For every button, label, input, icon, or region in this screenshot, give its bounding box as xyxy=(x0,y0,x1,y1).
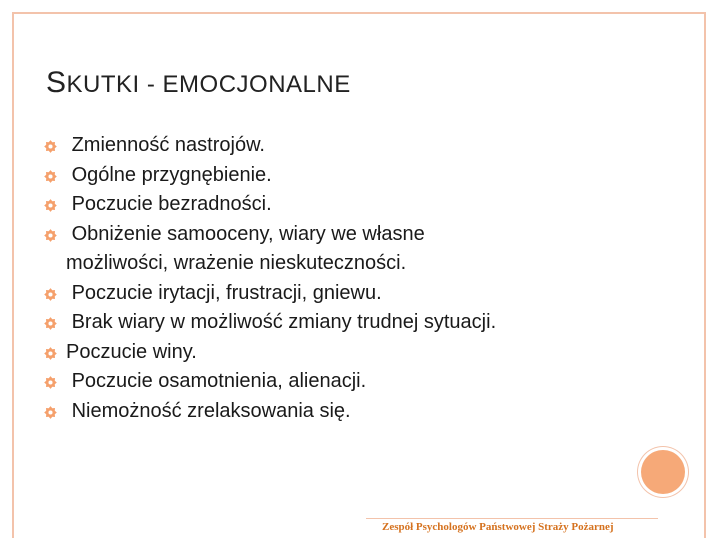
list-item-text: Poczucie irytacji, frustracji, gniewu. xyxy=(66,281,382,304)
list-item xyxy=(44,397,664,427)
list-item xyxy=(44,161,664,191)
list-item xyxy=(44,220,664,279)
gear-icon xyxy=(44,288,57,301)
slide-title-first-letter: S xyxy=(46,66,67,99)
gear-icon xyxy=(44,347,57,360)
decorative-circle xyxy=(641,450,685,494)
list-item-text: Poczucie winy. xyxy=(66,340,197,363)
footer-divider xyxy=(366,518,658,519)
list-item-text: Poczucie bezradności. xyxy=(66,193,272,215)
bullet-list xyxy=(44,131,664,426)
list-item-text: Poczucie osamotnienia, alienacji. xyxy=(66,370,367,392)
list-item-text: Obniżenie samooceny, wiary we własne możliwości, wrażenie nieskuteczności. xyxy=(66,222,425,274)
slide-title xyxy=(46,66,351,100)
list-item xyxy=(44,190,664,220)
footer-credit: Zespół Psychologów Państwowej Straży Pożarnej xyxy=(382,521,614,533)
list-item xyxy=(44,338,664,368)
gear-icon xyxy=(44,317,57,330)
list-item xyxy=(44,308,664,338)
list-item-text: Niemożność zrelaksowania się. xyxy=(66,399,351,422)
list-item xyxy=(44,279,664,309)
list-item-text: Ogólne przygnębienie. xyxy=(66,163,272,186)
list-item xyxy=(44,131,664,161)
gear-icon xyxy=(44,406,57,419)
gear-icon xyxy=(44,229,57,242)
slide-title-rest: KUTKI - EMOCJONALNE xyxy=(66,71,351,98)
list-item-text: Brak wiary w możliwość zmiany trudnej sytuacji. xyxy=(66,311,497,333)
list-item-text: Zmienność nastrojów. xyxy=(66,134,265,156)
gear-icon xyxy=(44,170,57,183)
gear-icon xyxy=(44,376,57,389)
gear-icon xyxy=(44,140,57,153)
list-item xyxy=(44,367,664,397)
gear-icon xyxy=(44,199,57,212)
